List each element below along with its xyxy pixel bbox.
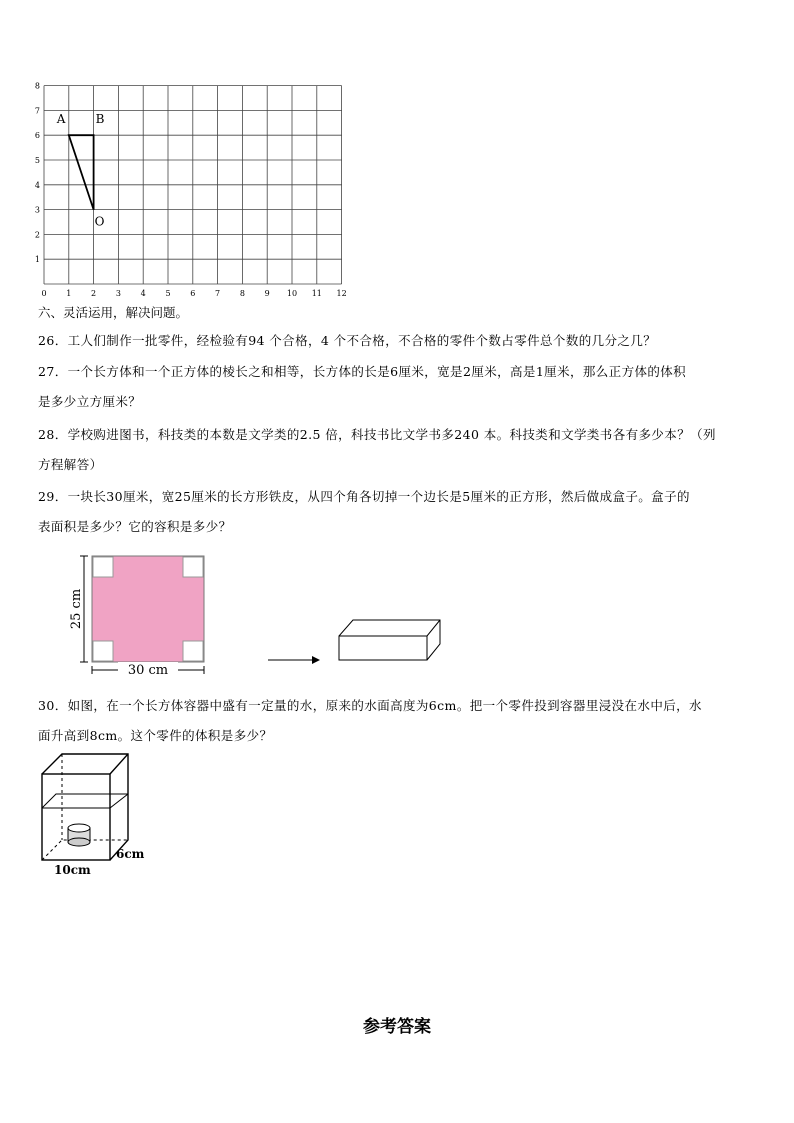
x-tick-label: 10 <box>286 289 298 298</box>
x-tick-label: 5 <box>165 289 171 298</box>
box-figure <box>339 620 440 660</box>
sheet-cutting-figure <box>66 548 456 680</box>
x-tick-label: 2 <box>91 289 97 298</box>
y-tick-label: 6 <box>34 131 40 141</box>
question-line: 26．工人们制作一批零件，经检验有94 个合格，4 个不合格，不合格的零件个数占零件总个数的几分之几？ <box>38 333 657 348</box>
coordinate-grid-figure <box>30 80 360 302</box>
x-tick-label: 4 <box>140 289 146 298</box>
part-cylinder <box>68 824 90 846</box>
water-surface-side <box>110 794 128 808</box>
x-tick-label: 3 <box>115 289 121 298</box>
x-tick-label: 12 <box>336 289 347 298</box>
question-line: 面升高到8cm。这个零件的体积是多少？ <box>38 728 273 743</box>
point-label: A <box>56 112 66 127</box>
water-surface <box>42 794 128 808</box>
y-tick-label: 2 <box>34 230 40 240</box>
point-label: O <box>94 214 105 229</box>
container-edge <box>110 754 128 774</box>
y-tick-label: 7 <box>34 106 40 116</box>
x-tick-label: 0 <box>41 289 47 298</box>
width-label: 10cm <box>54 863 91 877</box>
question-line: 28．学校购进图书，科技类的本数是文学类的2.5 倍，科技书比文学书多240 本。科技类和文学类书各有多少本？（列 <box>38 427 716 442</box>
container-figure <box>36 750 166 880</box>
corner-square <box>93 641 113 661</box>
question-29 <box>38 482 756 542</box>
question-line: 29．一块长30厘米，宽25厘米的长方形铁皮，从四个角各切掉一个边长是5厘米的正方形，然后做成盒子。盒子的 <box>38 489 690 504</box>
question-28 <box>38 420 756 480</box>
answer-title: 参考答案 <box>363 1017 431 1037</box>
question-30 <box>38 691 756 751</box>
question-line: 方程解答） <box>38 457 103 472</box>
y-tick-label: 8 <box>34 81 40 91</box>
x-tick-label: 11 <box>311 289 322 298</box>
y-tick-label: 1 <box>34 255 40 265</box>
y-tick-label: 5 <box>34 156 40 165</box>
corner-square <box>183 641 203 661</box>
width-label: 30 cm <box>127 663 169 678</box>
grid-lines <box>44 86 342 284</box>
triangle-aob <box>69 135 94 209</box>
height-label: 25 cm <box>69 588 84 630</box>
corner-square <box>183 557 203 577</box>
x-tick-label: 9 <box>264 289 270 298</box>
y-tick-label: 3 <box>34 205 40 215</box>
x-tick-label: 6 <box>190 289 196 298</box>
section-heading: 六、灵活运用，解决问题。 <box>38 305 189 320</box>
question-line: 27．一个长方体和一个正方体的棱长之和相等，长方体的长是6厘米，宽是2厘米，高是1厘米，那么正方体的体积 <box>38 364 687 379</box>
y-tick-label: 4 <box>34 180 40 190</box>
point-label: B <box>95 112 105 127</box>
container-front-face <box>42 774 110 860</box>
x-tick-label: 1 <box>66 289 72 298</box>
grid-tick-labels <box>35 82 347 298</box>
question-line: 30．如图，在一个长方体容器中盛有一定量的水，原来的水面高度为6cm。把一个零件投到容器里浸没在水中后，水 <box>38 698 702 713</box>
x-tick-label: 7 <box>215 289 221 298</box>
question-26 <box>38 326 756 356</box>
question-line: 是多少立方厘米？ <box>38 394 142 409</box>
x-tick-label: 8 <box>239 289 245 298</box>
depth-label: 6cm <box>116 847 145 861</box>
corner-square <box>93 557 113 577</box>
arrow-head <box>312 656 320 664</box>
question-27 <box>38 357 756 417</box>
question-line: 表面积是多少？它的容积是多少？ <box>38 519 232 534</box>
